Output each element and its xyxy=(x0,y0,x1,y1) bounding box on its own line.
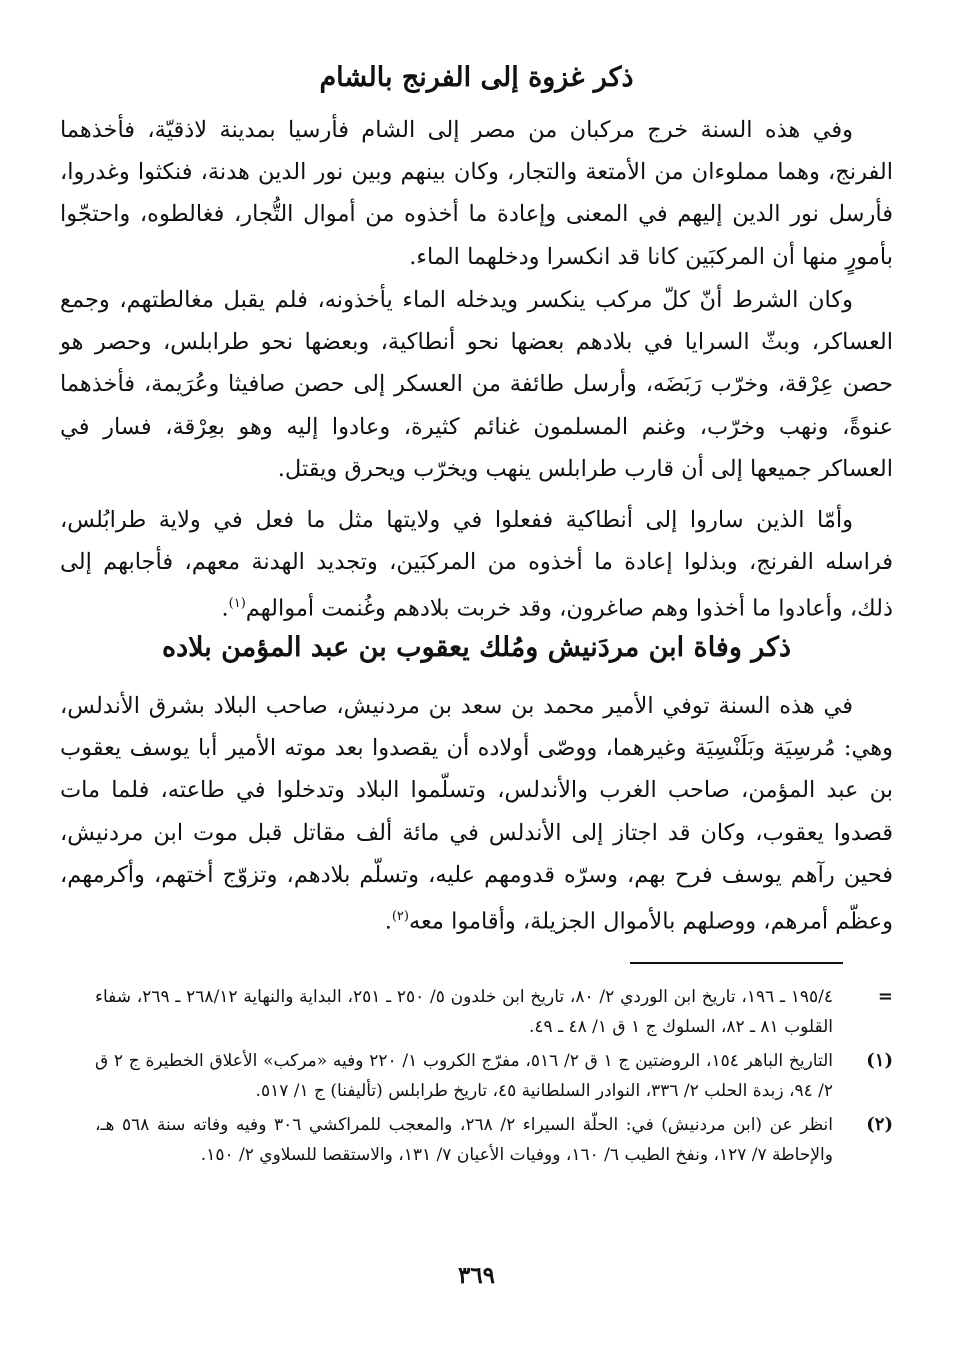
paragraph-3 xyxy=(60,499,893,630)
period: . xyxy=(384,908,392,935)
paragraph-4-text: في هذه السنة توفي الأمير محمد بن سعد بن مردنيش، صاحب البلاد بشرق الأندلس، وهي: مُرسِيَة وبَلَنْسِيَة وغيرهما، ووصّى أولاده أن يقصدوا بعد موته الأمير أبا يوسف يعقوب بن عبد المؤمن، صاحب الغرب والأندلس، وتسلّموا البلاد وتدخلوا في طاعته، فلما مات قصدوا يعقوب، وكان قد اجتاز إلى الأندلس في مائة ألف مقاتل قبل موت ابن مردنيش، فحين رآهم يوسف فرح بهم، وسرّه قدومهم عليه، وتسلّم بلادهم، وتزوّج أختهم، وأكرمهم، وعظّم أمرهم، ووصلهم بالأموال الجزيلة، وأقاموا معه xyxy=(60,693,893,935)
footnote-divider xyxy=(630,962,843,964)
footnote-text: انظر عن (ابن مردنيش) في: الحلّة السيراء ٢/ ٢٦٨، والمعجب للمراكشي ٣٠٦ وفيه وفاته سنة ٥٦٨ هـ، والإحاطة ٧/ ١٢٧، ونفخ الطيب ٦/ ١٦٠، ووفيات الأعيان ٧/ ١٣١، والاستقصا للسلاوي ٢/ ١٥٠. xyxy=(95,1115,833,1165)
footnote-text: ١٩٥/٤ ـ ١٩٦، تاريخ ابن الوردي ٢/ ٨٠، تاريخ ابن خلدون ٥/ ٢٥٠ ـ ٢٥١، البداية والنهاية ٢٦٨/١٢ ـ ٢٦٩، شفاء القلوب ٨١ ـ ٨٢، السلوك ج ١ ق ١/ ٤٨ ـ ٤٩. xyxy=(95,987,833,1037)
footnote-ref-2: (٢) xyxy=(391,909,409,925)
footnote-marker: (٢) xyxy=(866,1114,893,1135)
section-title-1: ذكر غزوة إلى الفرنج بالشام xyxy=(319,62,634,93)
section-title-2: ذكر وفاة ابن مردَنيش ومُلك يعقوب بن عبد المؤمن بلاده xyxy=(161,632,792,663)
footnote-continued xyxy=(95,982,893,1042)
paragraph-1 xyxy=(60,109,893,278)
footnote-marker: = xyxy=(877,986,893,1007)
paragraph-2-text: وكان الشرط أنّ كلّ مركب ينكسر ويدخله الماء يأخذونه، فلم يقبل مغالطتهم، وجمع العساكر، وبثّ السرايا في بلادهم بعضها نحو أنطاكية، وبعضها نحو طرابلس، وحصر هو حصن عِرْقة، وخرّب رَبَضَه، وأرسل طائفة من العسكر إلى حصن صافيثا وعُرَيمة، فأخذهما عنوةً، ونهب وخرّب، وغنم المسلمون غنائم كثيرة، وعادوا إليه وهو بعِرْقة، فسار في العساكر جميعها إلى أن قارب طرابلس ينهب ويخرّب ويحرق ويقتل. xyxy=(60,287,893,482)
paragraph-2 xyxy=(60,279,893,490)
footnote-2 xyxy=(95,1110,893,1170)
footnote-text: التاريخ الباهر ١٥٤، الروضتين ج ١ ق ٢/ ٥١٦، مفرّج الكروب ١/ ٢٢٠ وفيه «مركب» الأعلاق الخطيرة ج ٢ ق ٢/ ٩٤، زبدة الحلب ٢/ ٣٣٦، النوادر السلطانية ٤٥، تاريخ طرابلس (تأليفنا) ج ١/ ٥١٧. xyxy=(95,1051,833,1101)
footnotes xyxy=(95,982,893,1174)
footnote-ref-1: (١) xyxy=(228,596,246,612)
footnote-1 xyxy=(95,1046,893,1106)
period: . xyxy=(221,595,229,622)
paragraph-3-text: وأمّا الذين ساروا إلى أنطاكية ففعلوا في ولايتها مثل ما فعل في ولاية طرابُلس، فراسله الفرنج، وبذلوا إعادة ما أخذوه من المركبَين، وتجديد الهدنة معهم، فأجابهم إلى ذلك، وأعادوا ما أخذوا وهم صاغرون، وقد خربت بلادهم وغُنمت أموالهم xyxy=(60,507,893,622)
page-number: ٣٦٩ xyxy=(457,1262,496,1289)
paragraph-1-text: وفي هذه السنة خرج مركبان من مصر إلى الشام فأرسيا بمدينة لاذقيّة، فأخذهما الفرنج، وهما مملوءان من الأمتعة والتجار، وكان بينهم وبين نور الدين هدنة، فنكثوا وغدروا، فأرسل نور الدين إليهم في المعنى وإعادة ما أخذوه من أموال التُّجار، فغالطوه، واحتجّوا بأمورٍ منها أن المركبَين كانا قد انكسرا ودخلهما الماء. xyxy=(60,117,893,270)
paragraph-4 xyxy=(60,685,893,943)
footnote-marker: (١) xyxy=(866,1050,893,1071)
